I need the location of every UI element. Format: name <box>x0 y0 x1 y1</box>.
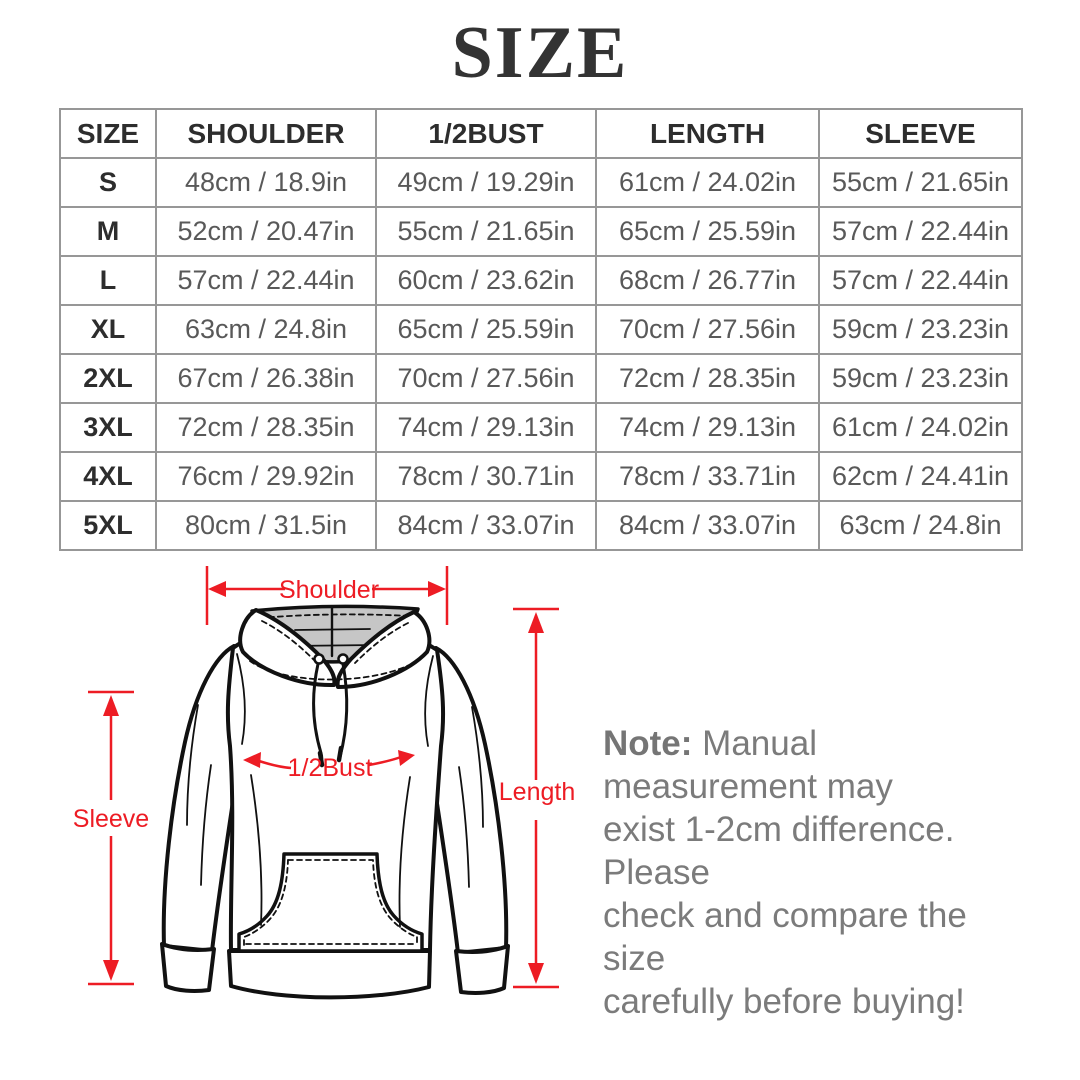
bust-cell: 55cm / 21.65in <box>376 207 596 256</box>
table-row <box>60 354 1022 403</box>
table-row <box>60 305 1022 354</box>
size-cell: L <box>60 256 156 305</box>
shoulder-cell: 76cm / 29.92in <box>156 452 376 501</box>
shoulder-cell: 80cm / 31.5in <box>156 501 376 550</box>
left-grommet <box>315 655 324 664</box>
length-label: Length <box>498 778 576 806</box>
length-cell: 72cm / 28.35in <box>596 354 819 403</box>
sleeve-cell: 62cm / 24.41in <box>819 452 1022 501</box>
sleeve-cell: 59cm / 23.23in <box>819 354 1022 403</box>
shoulder-cell: 63cm / 24.8in <box>156 305 376 354</box>
sleeve-cell: 63cm / 24.8in <box>819 501 1022 550</box>
length-cell: 68cm / 26.77in <box>596 256 819 305</box>
length-cell: 78cm / 33.71in <box>596 452 819 501</box>
shoulder-cell: 67cm / 26.38in <box>156 354 376 403</box>
note-label: Note: <box>603 724 693 763</box>
sleeve-cell: 57cm / 22.44in <box>819 207 1022 256</box>
length-cell: 84cm / 33.07in <box>596 501 819 550</box>
col-header-sleeve: SLEEVE <box>819 109 1022 158</box>
size-cell: 3XL <box>60 403 156 452</box>
sleeve-cell: 59cm / 23.23in <box>819 305 1022 354</box>
size-table <box>59 108 1023 551</box>
note-line: Note: Manual measurement may <box>603 724 893 806</box>
sleeve-cell: 55cm / 21.65in <box>819 158 1022 207</box>
table-row <box>60 158 1022 207</box>
sleeve-dimension <box>88 692 134 984</box>
size-cell: 5XL <box>60 501 156 550</box>
bust-cell: 70cm / 27.56in <box>376 354 596 403</box>
bust-cell: 65cm / 25.59in <box>376 305 596 354</box>
col-header-length: LENGTH <box>596 109 819 158</box>
table-row <box>60 403 1022 452</box>
shoulder-cell: 57cm / 22.44in <box>156 256 376 305</box>
hoodie-waistband <box>229 951 430 997</box>
shoulder-cell: 52cm / 20.47in <box>156 207 376 256</box>
table-header-row <box>60 109 1022 158</box>
note-line: carefully before buying! <box>603 982 965 1021</box>
shoulder-cell: 48cm / 18.9in <box>156 158 376 207</box>
note-line: check and compare the size <box>603 896 967 978</box>
right-grommet <box>339 655 348 664</box>
bust-cell: 49cm / 19.29in <box>376 158 596 207</box>
table-row <box>60 256 1022 305</box>
col-header-shoulder: SHOULDER <box>156 109 376 158</box>
length-cell: 61cm / 24.02in <box>596 158 819 207</box>
size-cell: XL <box>60 305 156 354</box>
bust-label: 1/2Bust <box>287 754 373 782</box>
size-cell: 2XL <box>60 354 156 403</box>
sleeve-label: Sleeve <box>72 805 150 833</box>
sleeve-cell: 57cm / 22.44in <box>819 256 1022 305</box>
length-cell: 65cm / 25.59in <box>596 207 819 256</box>
length-cell: 70cm / 27.56in <box>596 305 819 354</box>
bust-cell: 60cm / 23.62in <box>376 256 596 305</box>
col-header-bust: 1/2BUST <box>376 109 596 158</box>
measurement-note <box>603 722 1027 1023</box>
size-cell: M <box>60 207 156 256</box>
bust-cell: 78cm / 30.71in <box>376 452 596 501</box>
sleeve-cell: 61cm / 24.02in <box>819 403 1022 452</box>
size-cell: 4XL <box>60 452 156 501</box>
page-title: SIZE <box>451 12 629 94</box>
col-header-size: SIZE <box>60 109 156 158</box>
shoulder-cell: 72cm / 28.35in <box>156 403 376 452</box>
size-cell: S <box>60 158 156 207</box>
table-row <box>60 207 1022 256</box>
bust-cell: 74cm / 29.13in <box>376 403 596 452</box>
bust-cell: 84cm / 33.07in <box>376 501 596 550</box>
note-line: exist 1-2cm difference. Please <box>603 810 955 892</box>
shoulder-label: Shoulder <box>278 576 380 604</box>
table-row <box>60 452 1022 501</box>
hoodie-left-cuff <box>162 944 214 991</box>
length-cell: 74cm / 29.13in <box>596 403 819 452</box>
hoodie-right-cuff <box>456 946 508 993</box>
